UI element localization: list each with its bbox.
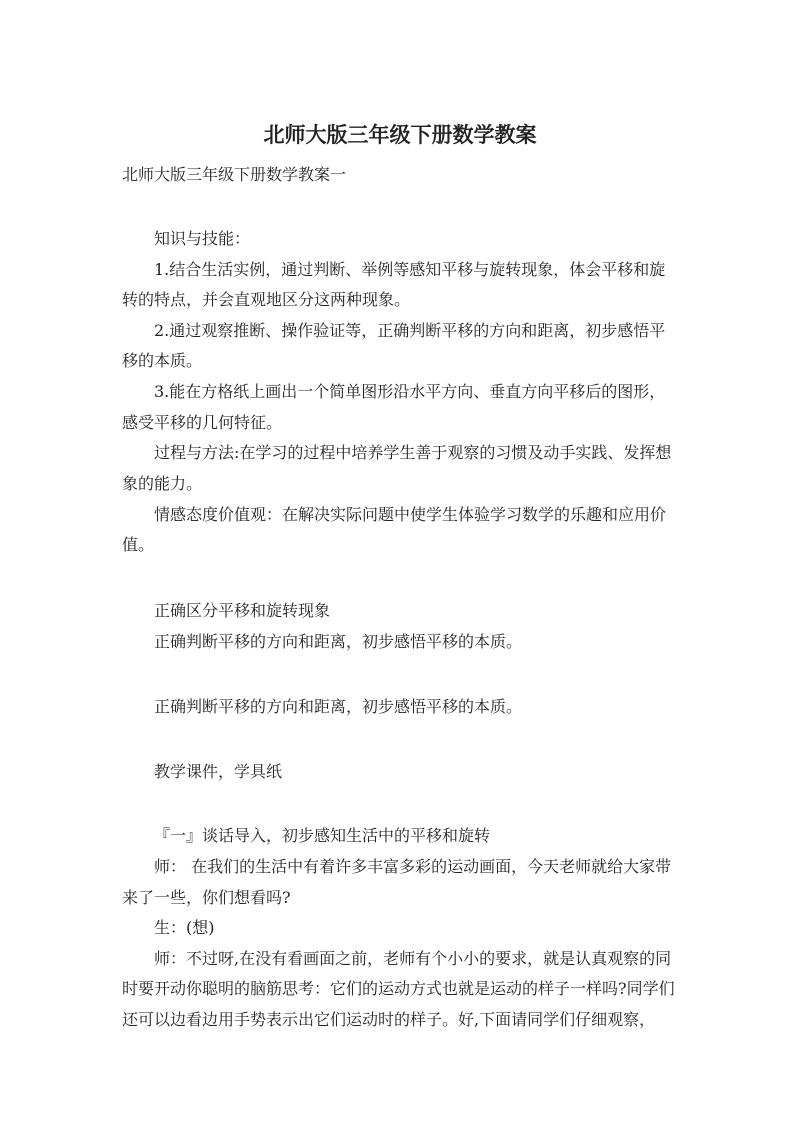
paragraph-line: 正确区分平移和旋转现象 — [154, 601, 331, 620]
document-subtitle: 北师大版三年级下册数学教案一 — [122, 165, 347, 184]
paragraph-line: 情感态度价值观：在解决实际问题中使学生体验学习数学的乐趣和应用价 — [154, 505, 667, 524]
paragraph-line: 正确判断平移的方向和距离，初步感悟平移的本质。 — [154, 632, 523, 651]
paragraph-line: 还可以边看边用手势表示出它们运动时的样子。好,下面请同学们仔细观察， — [122, 1010, 656, 1029]
paragraph-line: 过程与方法:在学习的过程中培养学生善于观察的习惯及动手实践、发挥想 — [154, 443, 672, 462]
paragraph-line: 师：不过呀,在没有看画面之前，老师有个小小的要求，就是认真观察的同 — [154, 949, 672, 968]
paragraph-line: 感受平移的几何特征。 — [122, 413, 283, 432]
paragraph-line: 教学课件，学具纸 — [154, 762, 283, 781]
paragraph-line: 移的本质。 — [122, 351, 203, 370]
paragraph-line: 3.能在方格纸上画出一个简单图形沿水平方向、垂直方向平移后的图形， — [154, 382, 666, 401]
paragraph-line: 来了一些，你们想看吗? — [122, 888, 291, 907]
paragraph-line: 值。 — [122, 535, 155, 554]
document-title: 北师大版三年级下册数学教案 — [263, 123, 537, 147]
paragraph-line: 时要开动你聪明的脑筋思考：它们的运动方式也就是运动的样子一样吗?同学们 — [122, 979, 675, 998]
paragraph-line: 象的能力。 — [122, 474, 203, 493]
paragraph-line: 正确判断平移的方向和距离，初步感悟平移的本质。 — [154, 697, 523, 716]
paragraph-line: 生：(想) — [154, 918, 215, 937]
paragraph-line: 2.通过观察推断、操作验证等，正确判断平移的方向和距离，初步感悟平 — [154, 321, 666, 340]
paragraph-line: 师： 在我们的生活中有着许多丰富多彩的运动画面，今天老师就给大家带 — [154, 857, 672, 876]
section-heading-knowledge-skills: 知识与技能： — [154, 229, 251, 248]
paragraph-line: 『一』谈话导入，初步感知生活中的平移和旋转 — [154, 826, 491, 845]
paragraph-line: 1.结合生活实例，通过判断、举例等感知平移与旋转现象，体会平移和旋 — [154, 260, 666, 279]
paragraph-line: 转的特点，并会直观地区分这两种现象。 — [122, 290, 411, 309]
